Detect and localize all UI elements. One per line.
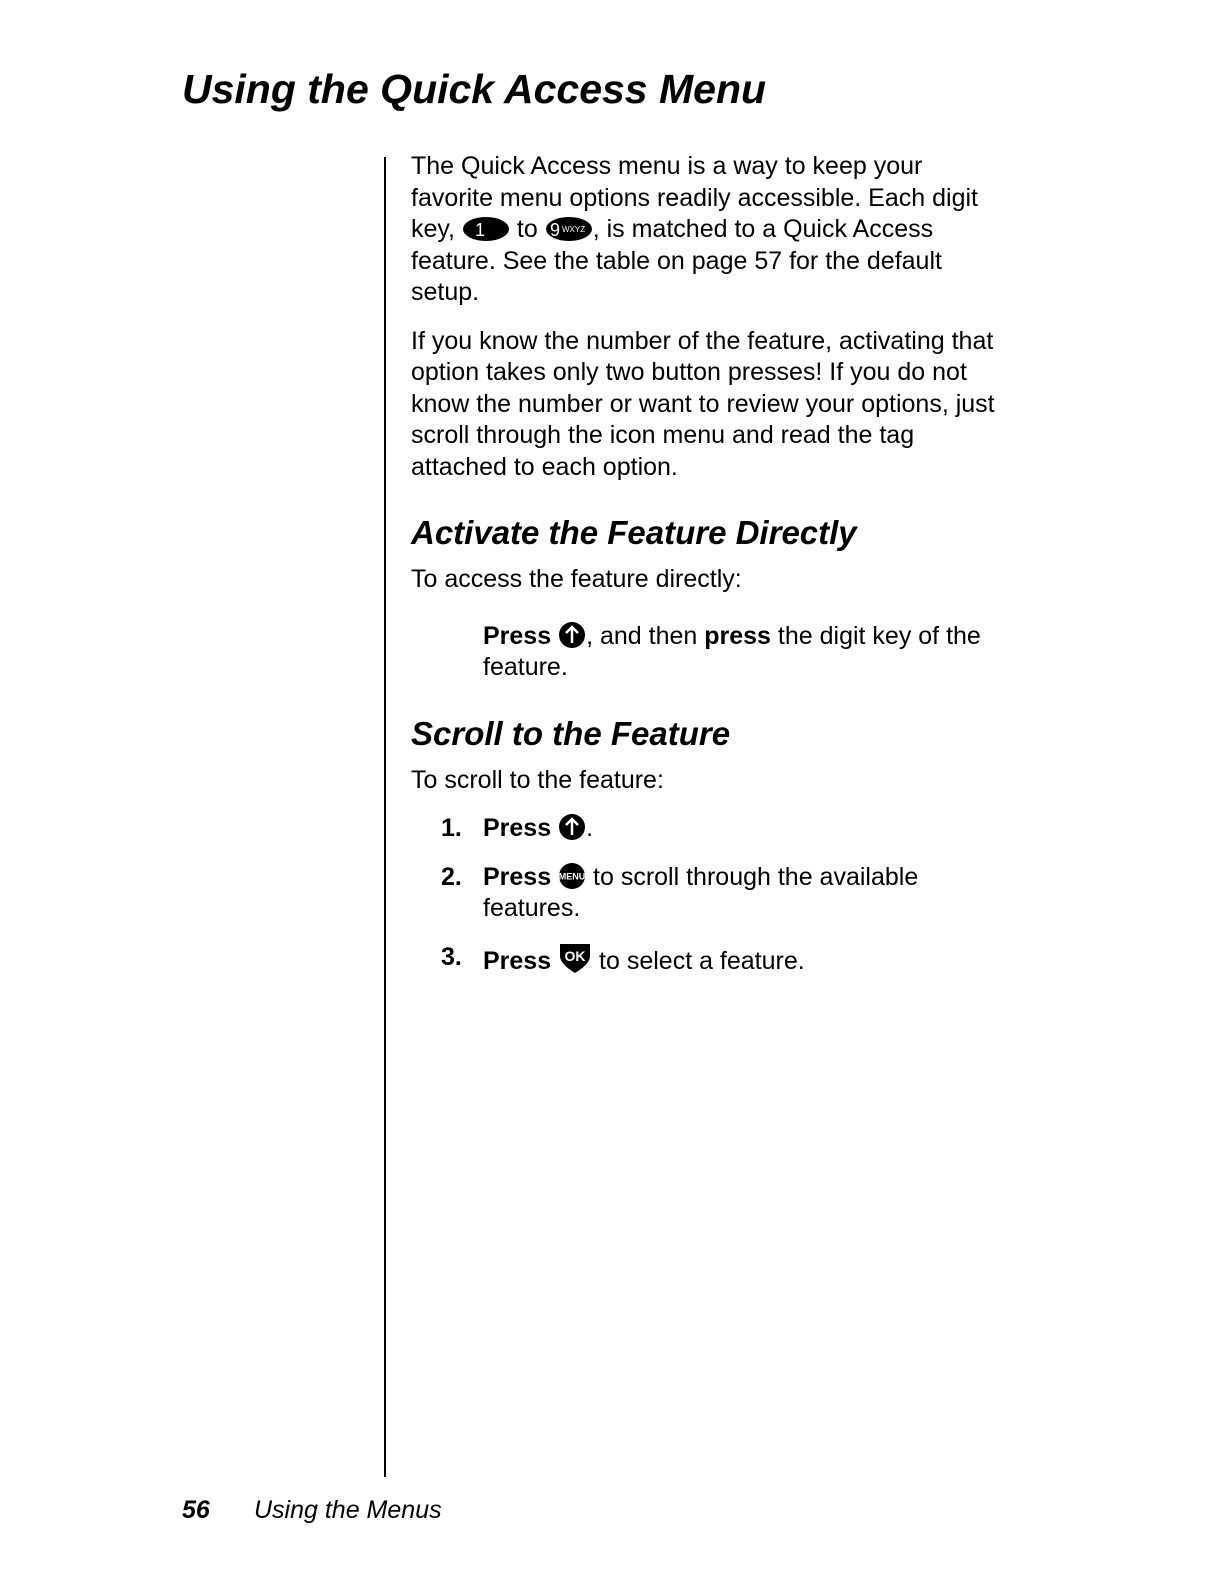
key-1-icon [462, 216, 510, 242]
footer-section: Using the Menus [254, 1496, 442, 1524]
step-number: 1. [441, 814, 462, 842]
page-number: 56 [182, 1496, 210, 1524]
margin-rule [384, 157, 386, 1477]
menu-key-icon [558, 862, 586, 890]
press-label: Press [483, 814, 552, 842]
page-footer [182, 1496, 442, 1525]
section2-lead: To scroll to the feature: [411, 765, 664, 794]
direct-instruction [483, 621, 1011, 684]
step-number: 2. [441, 862, 462, 891]
intro-paragraph [411, 151, 1011, 309]
second-paragraph: If you know the number of the feature, activating that option takes only two button presses! If you do not know the number or want to review your options, just scroll through the icon menu and read the tag attached to each option. [411, 326, 995, 481]
press-label: Press [483, 862, 552, 891]
press-label: Press [483, 621, 552, 650]
svg-text:1: 1 [474, 220, 485, 240]
section1-lead: To access the feature directly: [411, 565, 742, 593]
svg-text:MENU: MENU [558, 871, 586, 881]
list-item [411, 942, 1011, 978]
svg-text:9: 9 [549, 220, 560, 240]
key-9-icon [545, 216, 593, 242]
step-number: 3. [441, 942, 462, 971]
step-text: to select a feature. [599, 946, 805, 975]
step-text: to scroll through the available features. [483, 862, 919, 922]
ok-key-icon [558, 942, 592, 974]
intro-text-2: , is matched to a Quick Access feature. See the table on page 57 for the default setup. [411, 215, 942, 306]
step-text: . [586, 814, 594, 842]
list-item [411, 813, 1011, 845]
press-label: Press [483, 946, 552, 975]
steps-list [411, 813, 1011, 977]
up-arrow-key-icon [558, 813, 586, 841]
svg-text:WXYZ: WXYZ [561, 225, 585, 234]
section-heading-activate: Activate the Feature Directly [411, 514, 857, 551]
section-heading-scroll: Scroll to the Feature [411, 714, 731, 752]
press-label-2: press [704, 621, 771, 650]
main-content [411, 151, 1011, 994]
list-item [411, 862, 1011, 925]
instr-end: the digit key of the feature. [483, 621, 981, 681]
up-arrow-key-icon [558, 621, 586, 649]
intro-to: to [516, 215, 538, 243]
page-title: Using the Quick Access Menu [182, 66, 767, 112]
svg-text:OK: OK [564, 947, 586, 964]
intro-text-1: The Quick Access menu is a way to keep your favorite menu options readily accessible. Each digit key, [411, 152, 978, 243]
instr-middle: , and then [586, 621, 698, 650]
